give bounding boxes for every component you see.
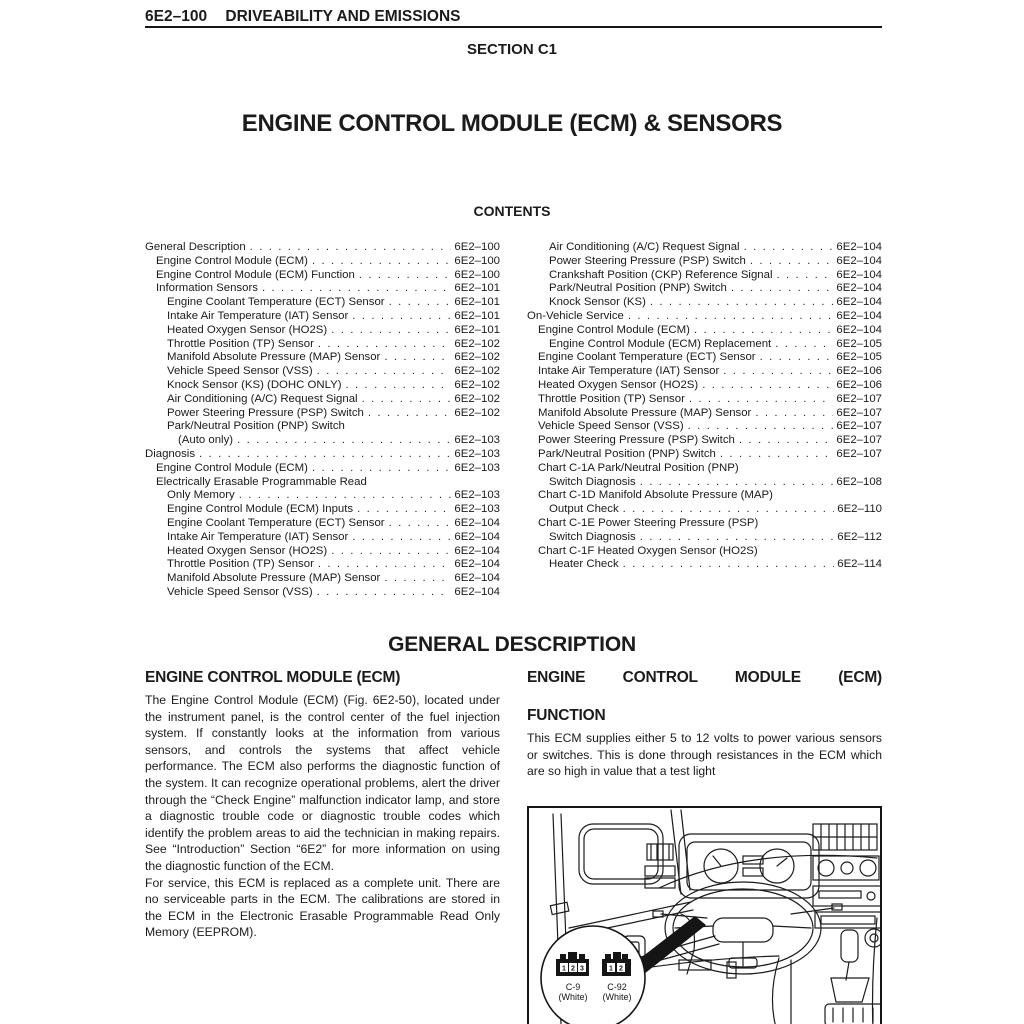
pin-number: 1 (562, 965, 566, 973)
toc-dot-leader (775, 338, 833, 352)
toc-entry (527, 365, 882, 379)
toc-entry-page: 6E2–107 (836, 434, 882, 447)
toc-entry-title: Power Steering Pressure (PSP) Switch (167, 406, 364, 419)
toc-entry-title: Heated Oxygen Sensor (HO2S) (167, 323, 328, 336)
toc-dot-leader (702, 379, 833, 393)
connector-label: C-9 (565, 981, 581, 992)
toc-entry-title: Heated Oxygen Sensor (HO2S) (167, 544, 328, 557)
toc-entry (527, 420, 882, 434)
gear-shifter (825, 929, 880, 1024)
toc-entry-page: 6E2–102 (454, 392, 500, 405)
toc-entry-title: (Auto only) (178, 434, 234, 447)
toc-entry (145, 338, 500, 352)
toc-dot-leader (318, 338, 452, 352)
toc-entry-page: 6E2–106 (836, 365, 882, 378)
toc-entry-title: Intake Air Temperature (IAT) Sensor (538, 365, 720, 378)
toc-entry (145, 531, 500, 545)
page-number: 6E2–100 (145, 8, 208, 25)
toc-entry (145, 434, 500, 448)
toc-entry (145, 489, 500, 503)
toc-entry-page: 6E2–104 (454, 558, 500, 571)
toc-entry-page: 6E2–104 (454, 544, 500, 557)
toc-entry-page: 6E2–103 (454, 489, 500, 502)
toc-entry-title: Power Steering Pressure (PSP) Switch (538, 434, 735, 447)
toc-entry (527, 310, 882, 324)
toc-dot-leader (362, 393, 452, 407)
toc-entry (145, 572, 500, 586)
toc-entry-page: 6E2–107 (836, 447, 882, 460)
toc-dot-leader (689, 393, 834, 407)
toc-entry-title: Only Memory (167, 489, 235, 502)
toc-entry-title: Vehicle Speed Sensor (VSS) (167, 585, 313, 598)
toc-entry-page: 6E2–101 (454, 296, 500, 309)
toc-entry-title: Engine Coolant Temperature (ECT) Sensor (167, 516, 385, 529)
toc-entry (527, 545, 882, 559)
toc-dot-leader (389, 517, 452, 531)
toc-entry (527, 476, 882, 490)
toc-dot-leader (750, 255, 834, 269)
toc-entry-title: Heater Check (549, 558, 619, 571)
toc-entry-page: 6E2–101 (454, 323, 500, 336)
connector-color-label: (White) (558, 991, 588, 1002)
toc-entry-title: Throttle Position (TP) Sensor (167, 558, 314, 571)
toc-entry (527, 393, 882, 407)
toc-entry-title: Manifold Absolute Pressure (MAP) Sensor (167, 572, 381, 585)
ecm-paragraph-2: For service, this ECM is replaced as a complete unit. There are no serviceable parts in the ECM. The calibrations are stored in the ECM in the Electronic Erasable Programmable Read Only Memory (EEPROM). (145, 875, 500, 940)
ecm-paragraph-1: The Engine Control Module (ECM) (Fig. 6E2-50), located under the instrument panel, is the control center of the fuel injection system. If constantly looks at the information from various sensors, and controls the systems that affect vehicle performance. The ECM also performs the diagnostic function of the system. It can recognize operational problems, alert the driver through the “Check Engine” malfunction indicator lamp, and store a diagnostic trouble code or diagnostic trouble codes which identify the problem areas to aid the technician in making repairs. See “Introduction” Section “6E2” for more information on using the diagnostic function of the ECM. (145, 693, 500, 873)
toc-dot-leader (346, 379, 452, 393)
toc-dot-leader (640, 531, 835, 545)
toc-entry-page: 6E2–104 (836, 296, 882, 309)
general-description-heading: GENERAL DESCRIPTION (388, 633, 636, 656)
toc-entry (527, 324, 882, 338)
toc-entry-title: Park/Neutral Position (PNP) Switch (538, 447, 716, 460)
toc-entry (527, 407, 882, 421)
toc-entry-title: Chart C-1A Park/Neutral Position (PNP) (538, 461, 739, 474)
toc-col-left (145, 241, 500, 600)
toc-dot-leader (731, 282, 834, 296)
toc-dot-leader (250, 241, 452, 255)
general-description-body (145, 668, 882, 1024)
ecm-function-paragraph: This ECM supplies either 5 to 12 volts to power various sensors or switches. This is done through resistances in the ECM which are so high in value that a test light (527, 731, 882, 779)
toc-dot-leader (650, 296, 834, 310)
center-console (813, 824, 880, 928)
toc-dot-leader (739, 434, 834, 448)
toc-entry (145, 379, 500, 393)
toc-entry (145, 462, 500, 476)
toc-entry-page: 6E2–103 (454, 447, 500, 460)
toc-dot-leader (352, 531, 451, 545)
pin-number: 3 (580, 965, 584, 973)
toc-entry (145, 310, 500, 324)
toc-dot-leader (723, 365, 833, 379)
toc-entry-title: On-Vehicle Service (527, 309, 624, 322)
toc-entry (527, 503, 882, 517)
contents-heading: CONTENTS (473, 203, 551, 219)
toc-dot-leader (262, 282, 451, 296)
toc-dot-leader (199, 448, 451, 462)
toc-entry (527, 448, 882, 462)
toc-dot-leader (777, 269, 834, 283)
toc-entry (527, 517, 882, 531)
toc-entry-title: Chart C-1E Power Steering Pressure (PSP) (538, 516, 759, 529)
toc-dot-leader (688, 420, 834, 434)
ecm-function-subheading-line1: ENGINE CONTROL MODULE (ECM) (527, 669, 882, 686)
toc-dot-leader (720, 448, 834, 462)
toc-entry (145, 586, 500, 600)
instrument-cluster (679, 834, 819, 898)
toc-entry-page: 6E2–107 (836, 406, 882, 419)
toc-entry (145, 476, 500, 490)
page-header (145, 8, 461, 26)
toc-entry-title: Intake Air Temperature (IAT) Sensor (167, 309, 349, 322)
toc-dot-leader (317, 586, 452, 600)
toc-entry-title: Engine Control Module (ECM) (156, 254, 308, 267)
toc-entry (527, 296, 882, 310)
inset-circle (541, 926, 645, 1024)
toc-entry-page: 6E2–107 (836, 420, 882, 433)
toc-entry-title: Heated Oxygen Sensor (HO2S) (538, 378, 699, 391)
toc-entry (145, 365, 500, 379)
toc-entry (527, 338, 882, 352)
toc-entry-title: Engine Control Module (ECM) (538, 323, 690, 336)
toc-entry-title: Air Conditioning (A/C) Request Signal (549, 241, 740, 253)
toc-entry-title: Throttle Position (TP) Sensor (167, 337, 314, 350)
toc-dot-leader (623, 558, 835, 572)
toc-entry-title: Engine Control Module (ECM) Function (156, 268, 355, 281)
connector-color-label: (White) (602, 991, 632, 1002)
toc-entry-title: Knock Sensor (KS) (DOHC ONLY) (167, 378, 342, 391)
toc-entry (527, 282, 882, 296)
ecm-subheading: ENGINE CONTROL MODULE (ECM) (145, 669, 401, 686)
toc-entry-title: Engine Control Module (ECM) Replacement (549, 337, 772, 350)
toc-entry-page: 6E2–103 (454, 461, 500, 474)
toc-entry-page: 6E2–104 (836, 241, 882, 253)
toc-entry-page: 6E2–104 (454, 585, 500, 598)
ecm-function-subheading-line2: FUNCTION (527, 707, 606, 724)
toc-entry-page: 6E2–110 (837, 503, 882, 516)
toc-entry-title: Engine Control Module (ECM) (156, 461, 308, 474)
toc-dot-leader (318, 558, 452, 572)
toc-entry-page: 6E2–104 (836, 282, 882, 295)
toc-entry (145, 448, 500, 462)
toc-entry-title: Electrically Erasable Programmable Read (156, 475, 367, 488)
toc-entry (145, 393, 500, 407)
toc-entry (527, 241, 882, 255)
toc-entry-page: 6E2–104 (454, 530, 500, 543)
toc-entry-page: 6E2–101 (454, 282, 500, 295)
toc-entry-title: Intake Air Temperature (IAT) Sensor (167, 530, 349, 543)
right-column (527, 668, 882, 1024)
toc-entry (145, 269, 500, 283)
toc-entry-page: 6E2–105 (836, 337, 882, 350)
toc-entry (145, 296, 500, 310)
toc-entry-title: Crankshaft Position (CKP) Reference Signal (549, 268, 773, 281)
toc-entry-page: 6E2–102 (454, 351, 500, 364)
toc-entry-page: 6E2–104 (836, 323, 882, 336)
toc-dot-leader (331, 324, 451, 338)
toc-entry-page: 6E2–100 (454, 254, 500, 267)
toc-entry (527, 379, 882, 393)
figure-ecm-location (527, 806, 882, 1024)
toc-col-right (527, 241, 882, 600)
toc-entry-title: Manifold Absolute Pressure (MAP) Sensor (538, 406, 752, 419)
toc-entry-page: 6E2–102 (454, 378, 500, 391)
toc-entry (145, 503, 500, 517)
toc-dot-leader (237, 434, 451, 448)
toc-entry-title: Chart C-1F Heated Oxygen Sensor (HO2S) (538, 544, 758, 557)
section-label: SECTION C1 (466, 41, 557, 58)
toc-entry-page: 6E2–108 (836, 475, 882, 488)
toc-dot-leader (317, 365, 452, 379)
toc-entry-page: 6E2–114 (837, 558, 882, 571)
toc-entry-page: 6E2–102 (454, 337, 500, 350)
toc-dot-leader (312, 255, 451, 269)
pin-number: 2 (571, 965, 575, 973)
toc-entry (527, 558, 882, 572)
toc-entry (145, 351, 500, 365)
toc-dot-leader (384, 572, 451, 586)
toc-entry (145, 282, 500, 296)
toc-entry-title: Output Check (549, 503, 619, 516)
toc-entry (145, 545, 500, 559)
toc-entry-page: 6E2–104 (836, 268, 882, 281)
connector-label: C-92 (607, 981, 627, 992)
toc-entry-page: 6E2–100 (454, 241, 500, 253)
table-of-contents (145, 241, 882, 600)
toc-dot-leader (312, 462, 451, 476)
toc-entry (527, 434, 882, 448)
toc-entry-title: Power Steering Pressure (PSP) Switch (549, 254, 746, 267)
toc-entry-title: Park/Neutral Position (PNP) Switch (167, 420, 345, 433)
toc-entry-title: Switch Diagnosis (549, 530, 636, 543)
toc-entry-page: 6E2–107 (836, 392, 882, 405)
toc-entry-page: 6E2–100 (454, 268, 500, 281)
toc-entry-page: 6E2–104 (454, 516, 500, 529)
toc-entry-title: Chart C-1D Manifold Absolute Pressure (MAP) (538, 489, 773, 502)
toc-dot-leader (628, 310, 834, 324)
toc-entry (527, 462, 882, 476)
toc-entry-page: 6E2–104 (836, 254, 882, 267)
toc-entry (145, 324, 500, 338)
toc-entry-page: 6E2–104 (454, 572, 500, 585)
toc-dot-leader (239, 489, 452, 503)
toc-entry-title: Throttle Position (TP) Sensor (538, 392, 685, 405)
pin-number: 2 (619, 965, 623, 973)
toc-dot-leader (331, 545, 451, 559)
toc-entry-page: 6E2–102 (454, 365, 500, 378)
toc-entry-title: Engine Control Module (ECM) Inputs (167, 503, 354, 516)
toc-entry (527, 351, 882, 365)
toc-entry-title: Diagnosis (145, 447, 196, 460)
toc-entry (145, 241, 500, 255)
toc-entry (527, 489, 882, 503)
toc-entry (145, 517, 500, 531)
toc-entry-page: 6E2–104 (836, 309, 882, 322)
toc-entry-title: Engine Coolant Temperature (ECT) Sensor (538, 351, 756, 364)
toc-entry (145, 255, 500, 269)
toc-entry-title: Engine Coolant Temperature (ECT) Sensor (167, 296, 385, 309)
toc-dot-leader (357, 503, 451, 517)
toc-dot-leader (389, 296, 452, 310)
toc-entry (145, 407, 500, 421)
toc-dot-leader (384, 351, 451, 365)
document-title: ENGINE CONTROL MODULE (ECM) & SENSORS (241, 110, 783, 137)
toc-entry-title: Vehicle Speed Sensor (VSS) (167, 365, 313, 378)
toc-dot-leader (640, 476, 834, 490)
toc-entry (527, 531, 882, 545)
toc-dot-leader (359, 269, 452, 283)
toc-entry-page: 6E2–106 (836, 378, 882, 391)
toc-entry-page: 6E2–105 (836, 351, 882, 364)
toc-dot-leader (694, 324, 833, 338)
toc-entry-page: 6E2–102 (454, 406, 500, 419)
toc-dot-leader (623, 503, 835, 517)
toc-entry (145, 420, 500, 434)
toc-entry-title: Manifold Absolute Pressure (MAP) Sensor (167, 351, 381, 364)
toc-dot-leader (760, 351, 834, 365)
toc-entry-page: 6E2–101 (454, 309, 500, 322)
toc-entry-page: 6E2–103 (454, 503, 500, 516)
pin-number: 1 (609, 965, 613, 973)
toc-dot-leader (368, 407, 452, 421)
header-rule (145, 26, 882, 28)
dashboard-illustration (529, 808, 880, 1024)
toc-dot-leader (744, 241, 834, 255)
toc-entry-title: Air Conditioning (A/C) Request Signal (167, 392, 358, 405)
toc-entry (527, 255, 882, 269)
dash-left-vent (645, 844, 675, 888)
toc-entry-title: General Description (145, 241, 246, 253)
toc-entry-title: Information Sensors (156, 282, 258, 295)
toc-dot-leader (755, 407, 833, 421)
header-section-title: DRIVEABILITY AND EMISSIONS (225, 8, 461, 25)
left-column (145, 668, 500, 1024)
toc-entry-title: Park/Neutral Position (PNP) Switch (549, 282, 727, 295)
toc-entry-title: Vehicle Speed Sensor (VSS) (538, 420, 684, 433)
toc-entry-page: 6E2–112 (837, 530, 882, 543)
toc-entry-title: Knock Sensor (KS) (549, 296, 646, 309)
toc-entry (145, 558, 500, 572)
toc-dot-leader (352, 310, 451, 324)
toc-entry-page: 6E2–103 (454, 434, 500, 447)
toc-entry (527, 269, 882, 283)
toc-entry-title: Switch Diagnosis (549, 475, 636, 488)
